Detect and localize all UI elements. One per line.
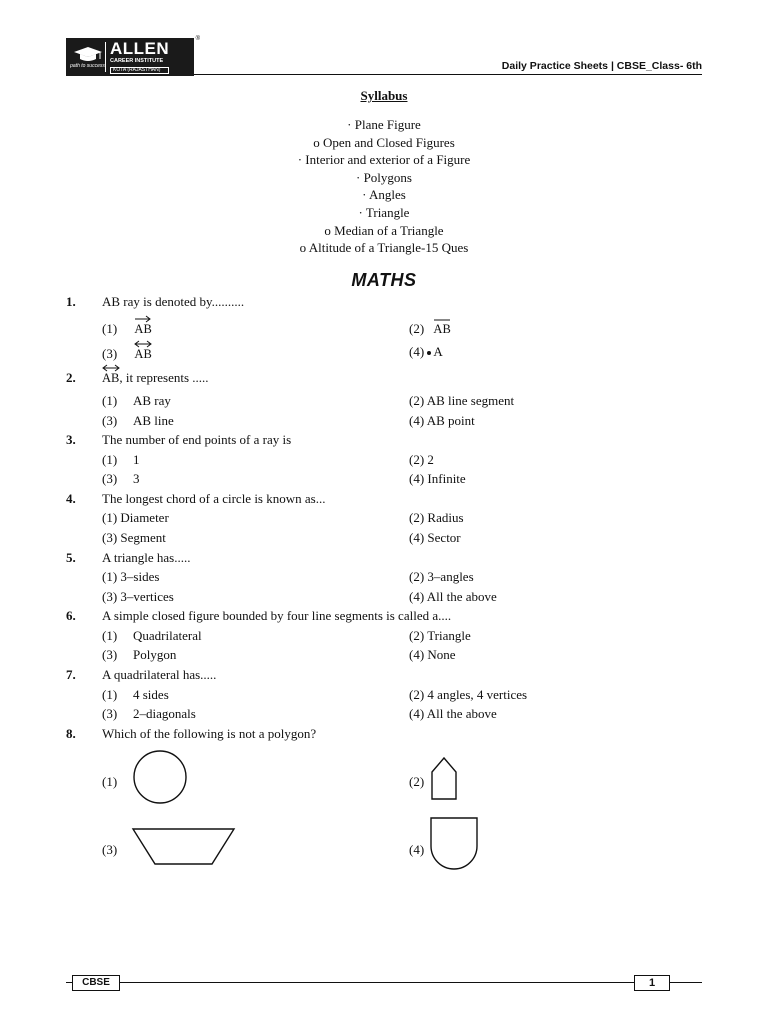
option <box>102 530 166 546</box>
question-number: 7. <box>66 667 76 682</box>
header-title: Daily Practice Sheets | CBSE_Class- 6th <box>501 60 702 72</box>
syllabus-heading: Syllabus <box>360 88 408 103</box>
logo-tagline: path to success <box>70 63 105 69</box>
option-label: (1) <box>102 687 118 702</box>
question-number: 3. <box>66 432 76 447</box>
option <box>102 706 196 722</box>
option-text: 2–diagonals <box>133 706 196 721</box>
double-arrow-icon <box>134 340 152 348</box>
circle-figure <box>132 750 188 806</box>
line-notation <box>134 342 151 362</box>
option-label: (4) <box>409 842 425 857</box>
question-text: The longest chord of a circle is known as... <box>102 491 326 506</box>
trapezium-figure <box>130 826 238 868</box>
option <box>409 647 456 663</box>
option-text: 4 sides <box>133 687 169 702</box>
option-label: (4) <box>409 589 425 604</box>
option-text: 3–vertices <box>120 589 174 604</box>
option-text: 4 angles, 4 vertices <box>427 687 528 702</box>
option-label: (2) <box>409 569 425 584</box>
option-label: (2) <box>409 774 425 789</box>
option-label: (2) <box>409 687 425 702</box>
syllabus-item: · Triangle <box>358 204 410 220</box>
option-text: A <box>433 344 443 359</box>
question-text: A quadrilateral has..... <box>102 667 217 682</box>
syllabus-item: o Median of a Triangle <box>324 222 444 238</box>
allen-logo <box>66 36 200 76</box>
registered-mark: ® <box>195 36 200 42</box>
option-label: (4) <box>409 647 425 662</box>
option-label: (3) <box>102 346 118 361</box>
ray-notation <box>134 317 151 337</box>
point-dot-icon <box>427 351 431 355</box>
syllabus-item: · Angles <box>362 187 406 203</box>
option-label: (4) <box>409 413 425 428</box>
option-label: (4) <box>409 530 425 545</box>
question-text <box>102 366 209 386</box>
line-notation <box>102 366 119 386</box>
syllabus-item: o Altitude of a Triangle-15 Ques <box>299 240 469 256</box>
option-label: (3) <box>102 647 118 662</box>
option-text: AB <box>134 347 152 361</box>
option-text: None <box>427 647 456 662</box>
option-label: (3) <box>102 413 118 428</box>
option-label: (2) <box>409 393 425 408</box>
option-text: 3–angles <box>427 569 474 584</box>
question-number: 5. <box>66 550 76 565</box>
question-text: The number of end points of a ray is <box>102 432 292 447</box>
option-text: 2 <box>427 452 434 467</box>
overline-icon <box>433 315 451 323</box>
option <box>102 687 169 703</box>
syllabus-item: · Interior and exterior of a Figure <box>297 152 471 168</box>
double-arrow-icon <box>102 364 120 372</box>
question-number: 8. <box>66 726 76 741</box>
subject-heading: MATHS <box>351 270 417 290</box>
question-text: A simple closed figure bounded by four line segments is called a.... <box>102 608 452 623</box>
syllabus-item: · Plane Figure <box>347 117 421 132</box>
footer-board-label: CBSE <box>72 975 120 991</box>
option-text: Quadrilateral <box>133 628 202 643</box>
question-number: 1. <box>66 294 76 309</box>
question-number: 6. <box>66 608 76 623</box>
option-label: (2) <box>409 510 425 525</box>
option-label: (1) <box>102 393 118 408</box>
option-label: (2) <box>409 452 425 467</box>
option-text: 3 <box>133 471 140 486</box>
header-divider <box>194 74 702 75</box>
option <box>409 628 471 644</box>
option-label: (3) <box>102 842 118 857</box>
syllabus-item: · Polygons <box>356 169 412 185</box>
option <box>409 413 475 429</box>
pentagon-figure <box>428 756 460 802</box>
option <box>102 589 174 605</box>
option <box>409 317 451 337</box>
option-text: AB <box>134 322 152 336</box>
option <box>409 510 464 526</box>
logo-city: KOTA (RAJASTHAN) <box>110 67 169 74</box>
option-label: (2) <box>409 628 425 643</box>
question-text-rest: , it represents ..... <box>119 370 209 385</box>
question-number: 4. <box>66 491 76 506</box>
option <box>409 706 497 722</box>
option-text: AB line <box>133 413 174 428</box>
footer-divider <box>66 982 702 983</box>
option <box>102 317 152 337</box>
option-text: AB line segment <box>426 393 515 408</box>
notation-text: AB <box>102 371 120 385</box>
option-label: (4) <box>409 471 425 486</box>
option <box>409 569 474 585</box>
option <box>102 342 152 362</box>
option <box>102 393 171 409</box>
option <box>102 510 169 526</box>
option <box>409 589 497 605</box>
option-label: (1) <box>102 321 118 336</box>
right-arrow-icon <box>134 315 152 323</box>
option-text: Diameter <box>120 510 169 525</box>
option-label: (3) <box>102 530 118 545</box>
option <box>409 687 527 703</box>
option <box>102 471 140 487</box>
option-label: (4) <box>409 344 425 359</box>
option-label: (3) <box>102 706 118 721</box>
question-text: Which of the following is not a polygon? <box>102 726 317 741</box>
option-text: 3–sides <box>120 569 160 584</box>
option-text: Radius <box>427 510 464 525</box>
logo-subtitle: CAREER INSTITUTE <box>110 58 164 65</box>
option-text: Sector <box>427 530 461 545</box>
option-text: All the above <box>426 706 497 721</box>
syllabus-section <box>0 88 768 257</box>
option-text: AB ray <box>133 393 171 408</box>
option-label: (1) <box>102 452 118 467</box>
question-text: A triangle has..... <box>102 550 191 565</box>
question-number: 2. <box>66 370 76 385</box>
option-text: Triangle <box>427 628 471 643</box>
logo-brand: ALLEN <box>110 39 170 59</box>
option-text: AB <box>433 322 451 336</box>
option-text: Infinite <box>427 471 466 486</box>
option-label: (1) <box>102 774 118 789</box>
option-label: (1) <box>102 569 118 584</box>
option <box>409 530 461 546</box>
option <box>102 413 174 429</box>
option-text: Segment <box>120 530 166 545</box>
option <box>409 471 466 487</box>
option-label: (1) <box>102 510 118 525</box>
option-label: (2) <box>409 321 425 336</box>
option <box>409 393 514 409</box>
graduation-cap-icon <box>70 42 106 72</box>
option-label: (1) <box>102 628 118 643</box>
option <box>102 569 159 585</box>
question-text: AB ray is denoted by.......... <box>102 294 245 309</box>
option-text: All the above <box>426 589 497 604</box>
option <box>102 647 176 663</box>
option <box>409 344 443 360</box>
option <box>102 452 140 468</box>
syllabus-item: o Open and Closed Figures <box>313 134 455 150</box>
option-label: (4) <box>409 706 425 721</box>
option-text: Polygon <box>133 647 177 662</box>
page-number: 1 <box>634 975 670 991</box>
option-text: 1 <box>133 452 140 467</box>
option-label: (3) <box>102 589 118 604</box>
option-label: (3) <box>102 471 118 486</box>
option <box>409 452 434 468</box>
option-text: AB point <box>426 413 475 428</box>
option <box>102 628 202 644</box>
segment-notation <box>433 317 450 337</box>
u-shape-figure <box>428 816 480 872</box>
